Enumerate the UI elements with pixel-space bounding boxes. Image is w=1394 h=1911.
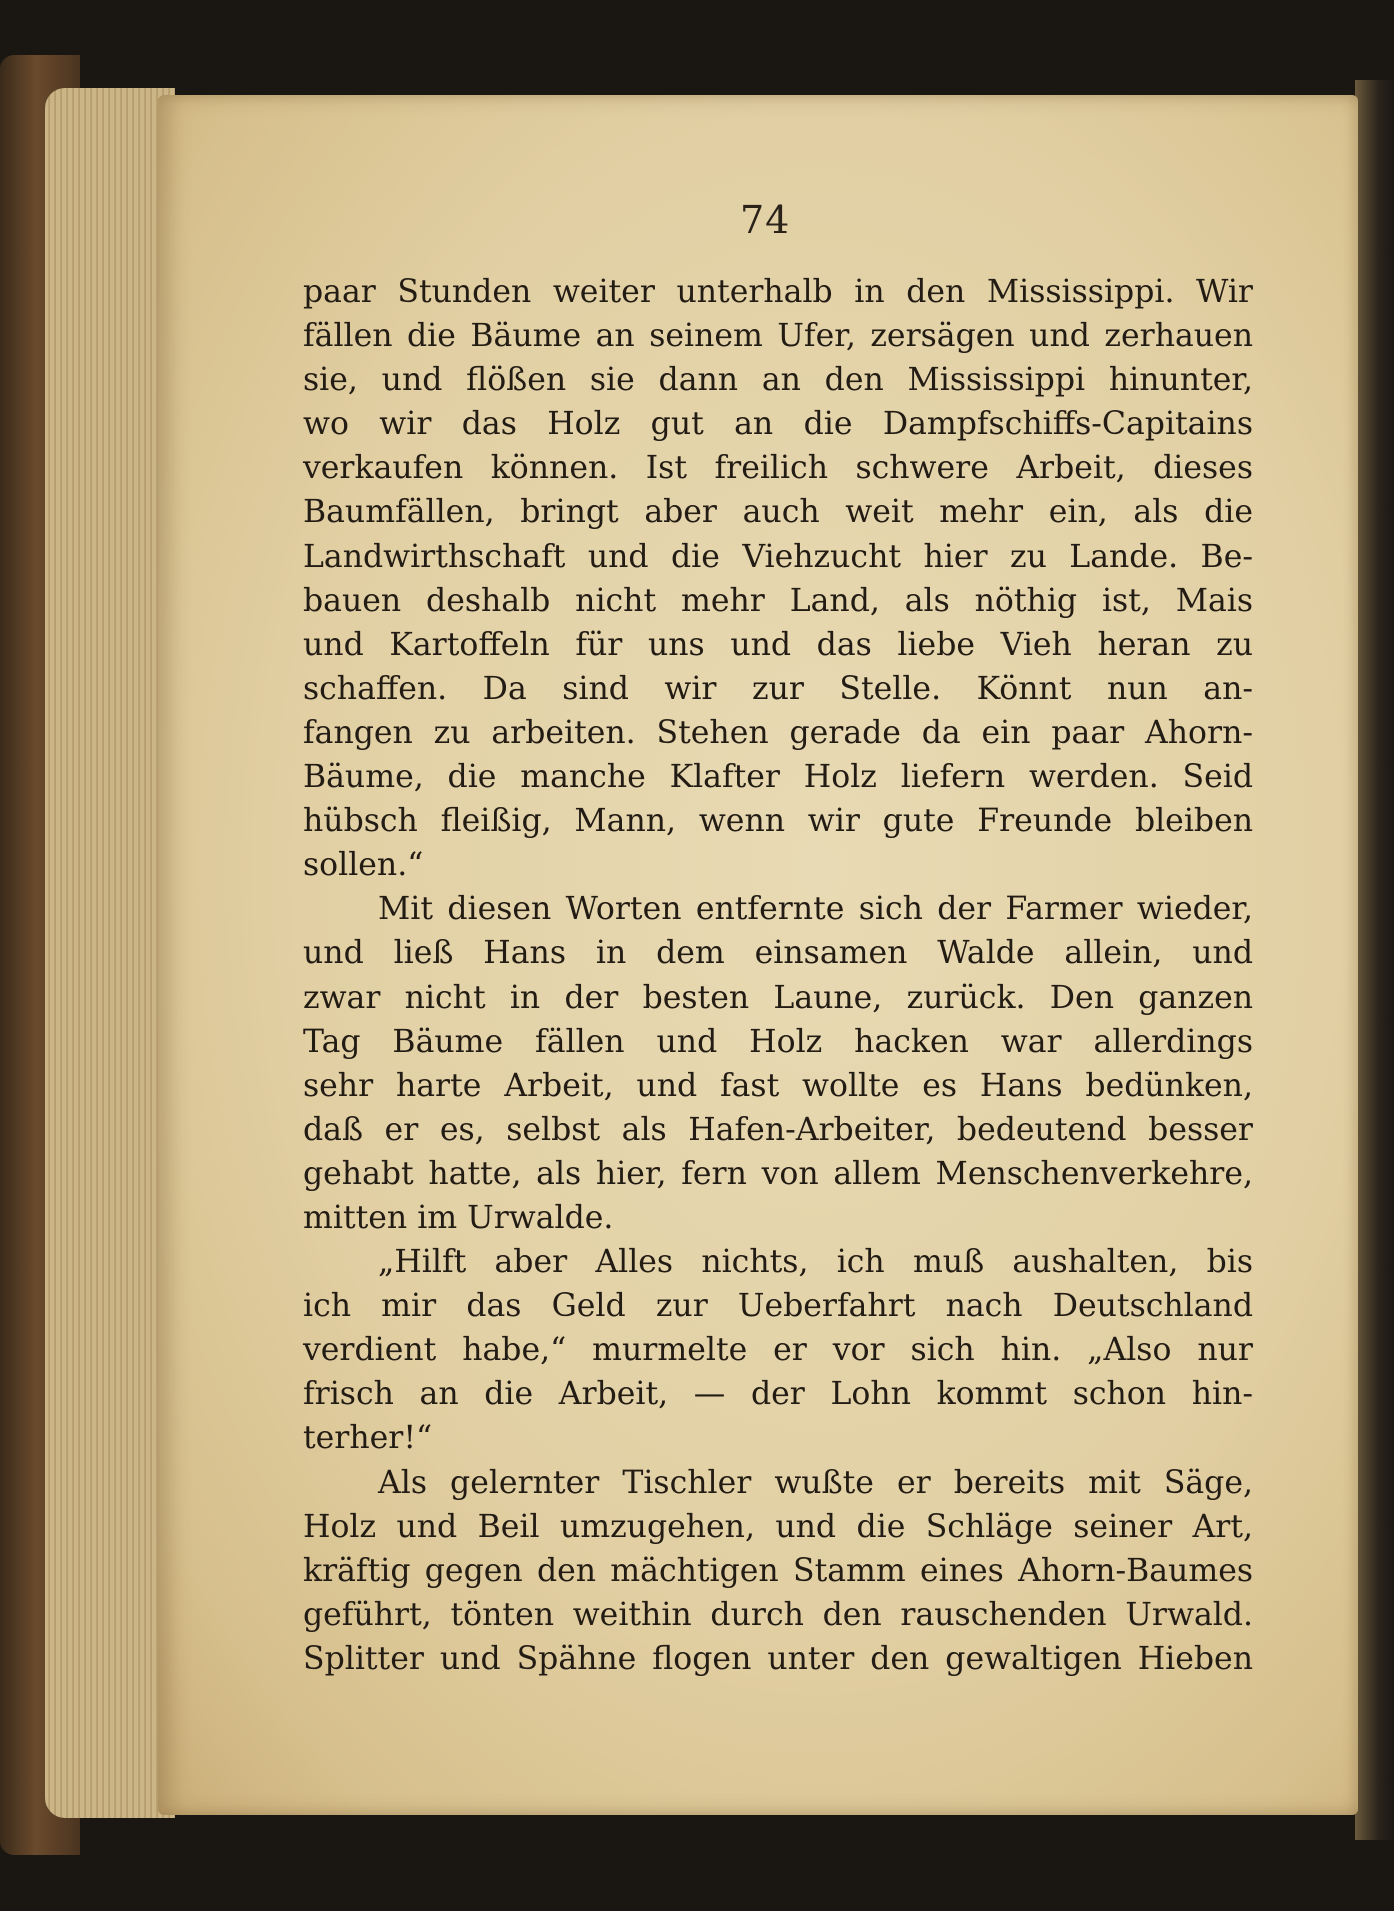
- text-line: daß er es, selbst als Hafen-Arbeiter, bedeutend besser: [303, 1111, 1253, 1148]
- text-line: Als gelernter Tischler wußte er bereits mit Säge,: [378, 1464, 1253, 1501]
- text-line: verkaufen können. Ist freilich schwere Arbeit, dieses: [303, 450, 1253, 487]
- text-line: Holz und Beil umzugehen, und die Schläge seiner Art,: [303, 1508, 1253, 1545]
- text-line: Splitter und Spähne flogen unter den gewaltigen Hieben: [303, 1640, 1253, 1677]
- text-line: sie, und flößen sie dann an den Mississippi hinunter,: [303, 362, 1253, 399]
- text-line: mitten im Urwalde.: [303, 1199, 614, 1236]
- text-line: hübsch fleißig, Mann, wenn wir gute Freunde bleiben: [303, 803, 1253, 840]
- page-number: 74: [740, 198, 791, 242]
- text-line: frisch an die Arbeit, — der Lohn kommt schon hin-: [303, 1376, 1253, 1413]
- text-line: geführt, tönten weithin durch den rauschenden Urwald.: [303, 1596, 1253, 1633]
- text-line: verdient habe,“ murmelte er vor sich hin. „Also nur: [303, 1332, 1253, 1369]
- text-line: paar Stunden weiter unterhalb in den Mississippi. Wir: [303, 274, 1253, 310]
- text-line: Tag Bäume fällen und Holz hacken war allerdings: [303, 1023, 1253, 1060]
- text-line: „Hilft aber Alles nichts, ich muß aushalten, bis: [378, 1244, 1253, 1281]
- text-line: Baumfällen, bringt aber auch weit mehr ein, als die: [303, 494, 1253, 531]
- text-line: Mit diesen Worten entfernte sich der Farmer wieder,: [378, 891, 1253, 928]
- text-line: wo wir das Holz gut an die Dampfschiffs-Capitains: [303, 406, 1253, 443]
- text-line: ich mir das Geld zur Ueberfahrt nach Deutschland: [303, 1288, 1253, 1325]
- text-line: gehabt hatte, als hier, fern von allem Menschenverkehre,: [303, 1155, 1253, 1192]
- text-line: und ließ Hans in dem einsamen Walde allein, und: [303, 935, 1253, 972]
- text-line: fällen die Bäume an seinem Ufer, zersägen und zerhauen: [303, 318, 1253, 355]
- text-line: Bäume, die manche Klafter Holz liefern werden. Seid: [303, 759, 1253, 796]
- text-line: zwar nicht in der besten Laune, zurück. Den ganzen: [303, 979, 1253, 1016]
- page-text: [303, 270, 1253, 1681]
- text-line: bauen deshalb nicht mehr Land, als nöthig ist, Mais: [303, 582, 1253, 619]
- text-line: Landwirthschaft und die Viehzucht hier zu Lande. Be-: [303, 538, 1253, 575]
- text-line: kräftig gegen den mächtigen Stamm eines Ahorn-Baumes: [303, 1552, 1253, 1589]
- text-line: terher!“: [303, 1420, 433, 1457]
- page-edges: [45, 88, 175, 1818]
- text-line: und Kartoffeln für uns und das liebe Vieh heran zu: [303, 626, 1253, 663]
- text-line: sollen.“: [303, 847, 424, 884]
- text-line: schaffen. Da sind wir zur Stelle. Könnt nun an-: [303, 670, 1253, 707]
- text-line: fangen zu arbeiten. Stehen gerade da ein paar Ahorn-: [303, 714, 1253, 751]
- text-line: sehr harte Arbeit, und fast wollte es Hans bedünken,: [303, 1067, 1253, 1104]
- book-gutter: [1355, 80, 1394, 1840]
